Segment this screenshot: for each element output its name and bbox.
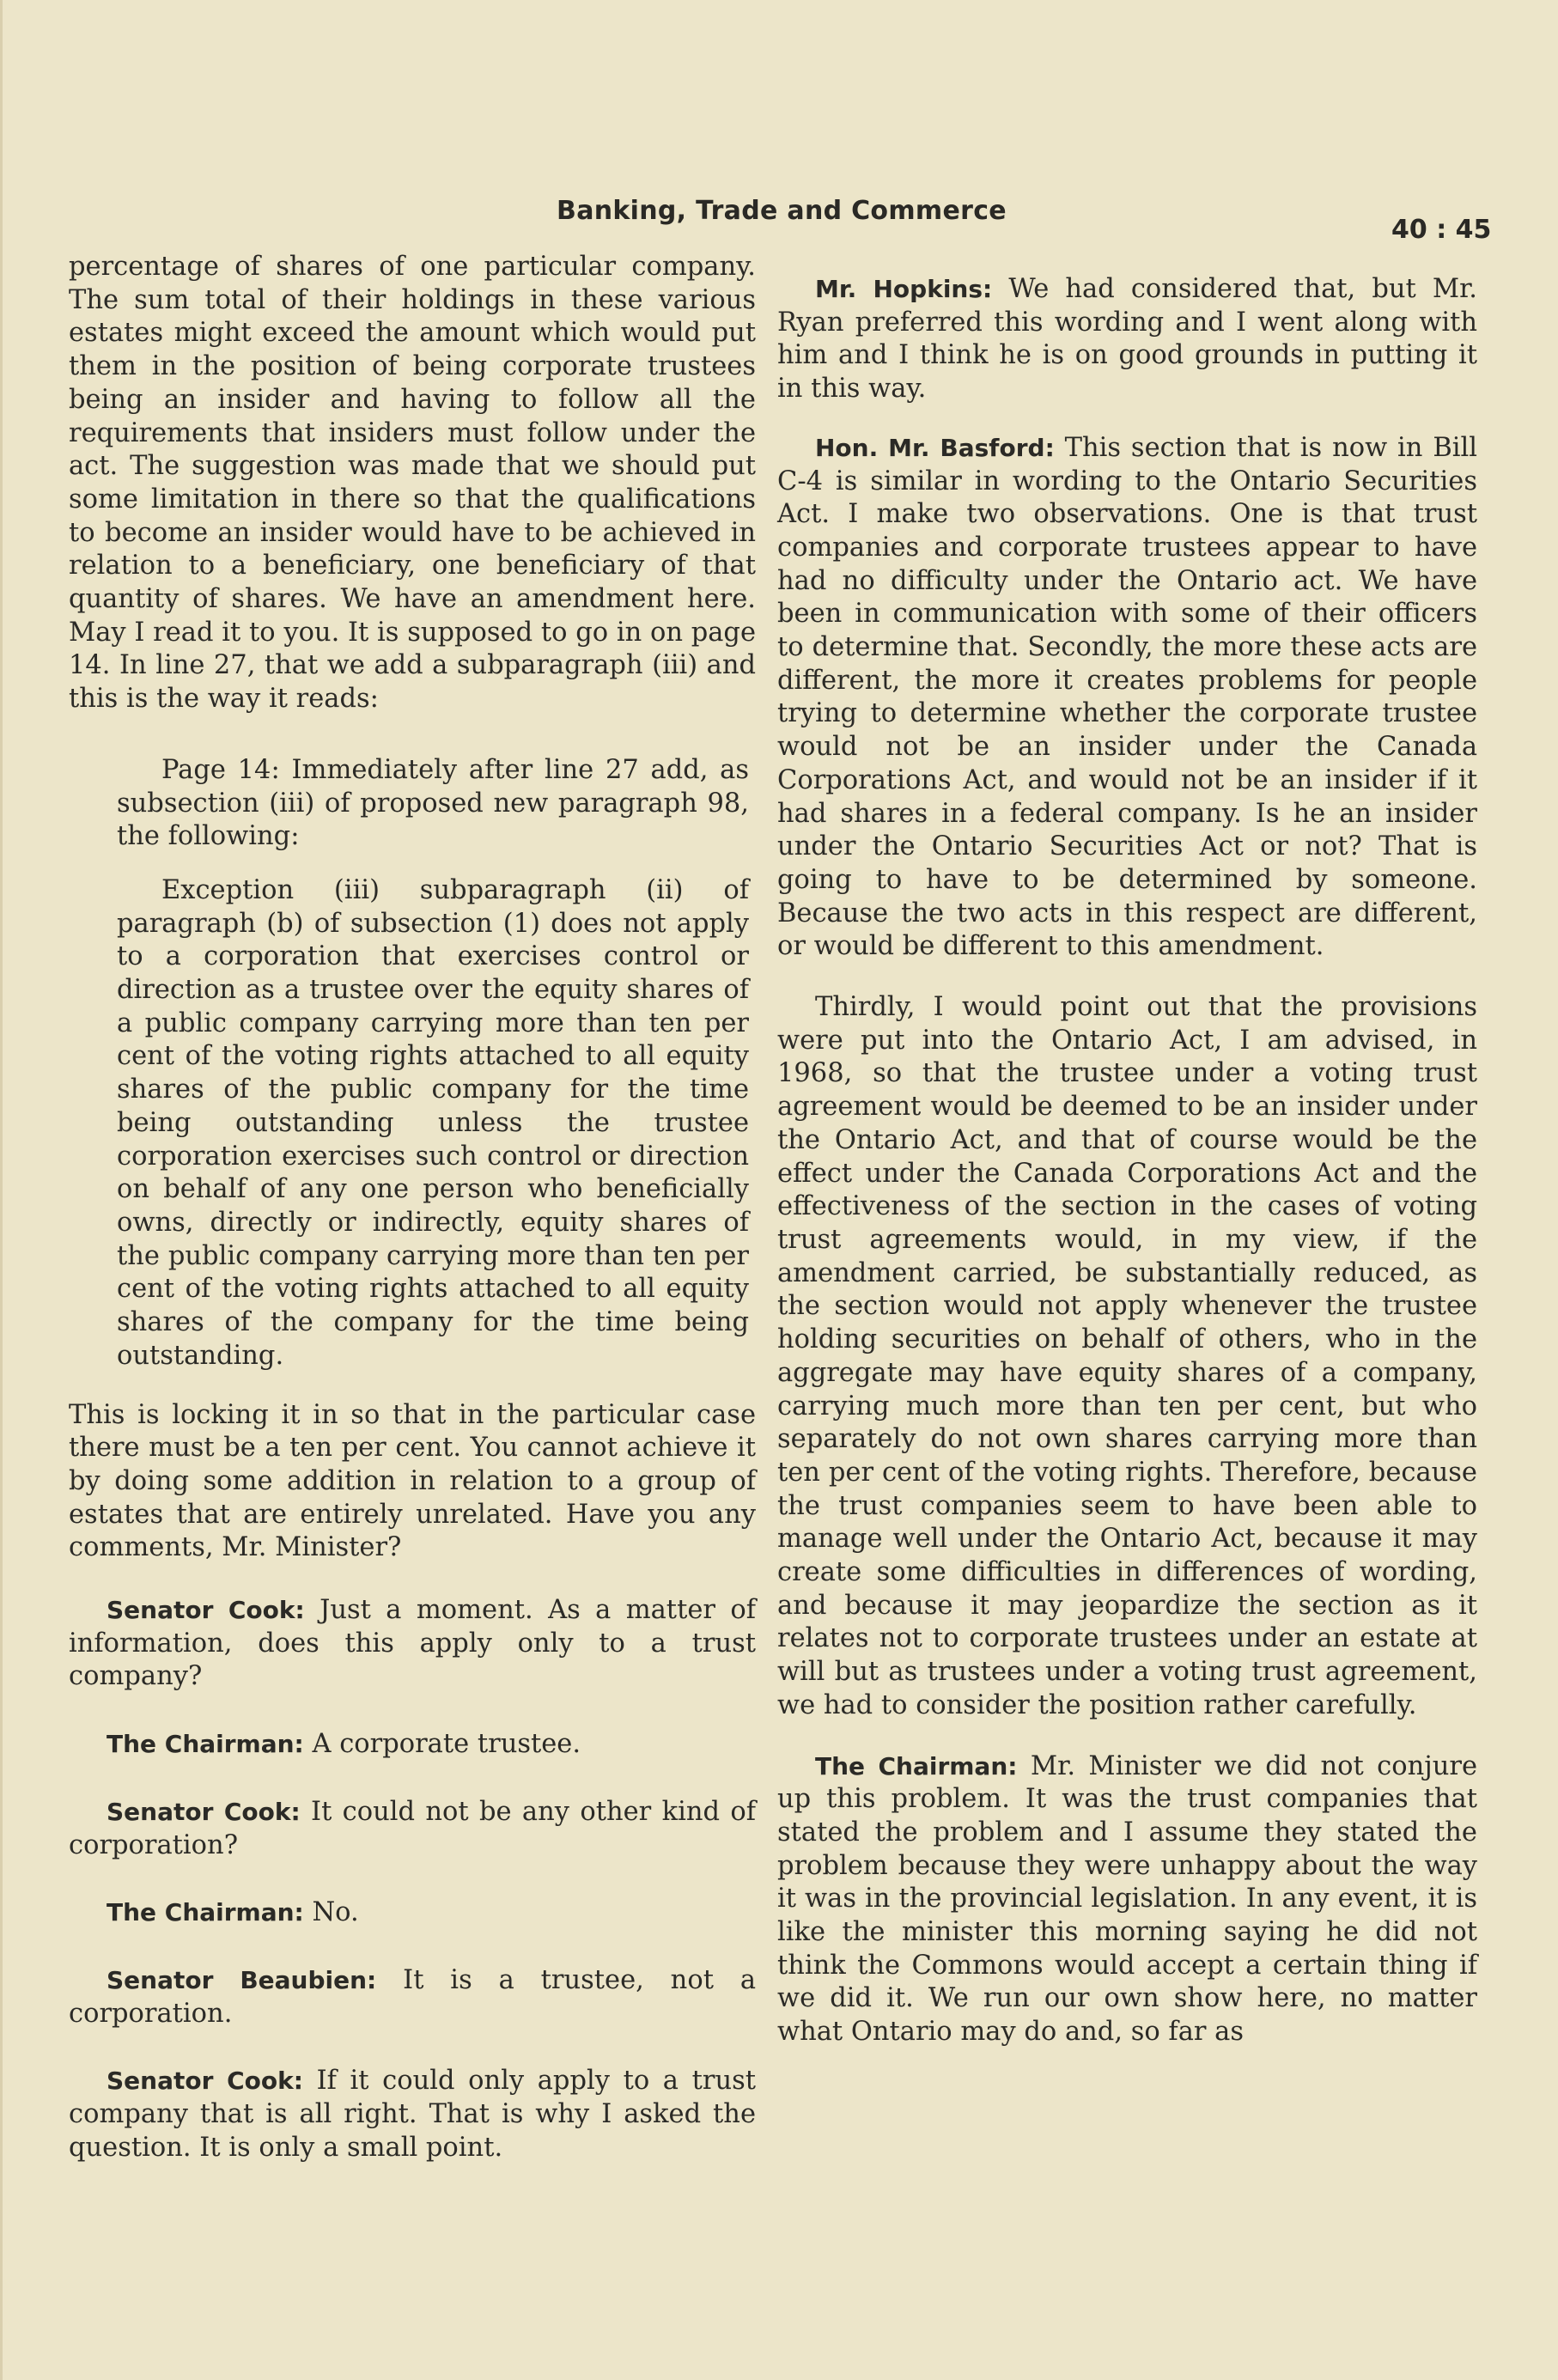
paragraph-percentage: percentage of shares of one particular company. The sum total of their holdings in these various estates might exceed the amount which would put them in the position of being corporate trustees being an insider and having to follow all the requirements that insiders must follow under the act. The suggestion was made that we should put some limitation in there so that the qualifications to become an insider would have to be achieved in relation to a beneficiary, one beneficiary of that quantity of shares. We have an amendment here. May I read it to you. It is supposed to go in on page 14. In line 27, that we add a subparagraph (iii) and this is the way it reads: — [69, 252, 756, 715]
speaker-name: The Chairman: — [107, 1898, 304, 1927]
quoted-amendment — [117, 754, 749, 1373]
running-header-title: Banking, Trade and Commerce — [557, 196, 1007, 226]
speaker-name: Senator Cook: — [107, 1596, 305, 1625]
speech-mr-hopkins — [777, 273, 1477, 406]
speaker-name: Senator Cook: — [107, 2067, 303, 2096]
speaker-name: The Chairman: — [815, 1751, 1018, 1780]
left-column — [69, 251, 756, 2202]
paragraph-thirdly: Thirdly, I would point out that the provisions were put into the Ontario Act, I am advised, in 1968, so that the trustee under a voting trust agreement would be deemed to be an insider under the Ontario Act, and that of course would be the effect under the Canada Corporations Act and the effectiveness of the section in the cases of voting trust agreements would, in my view, if the amendment carried, be substantially reduced, as the section would not apply whenever the trustee holding securities on behalf of others, who in the aggregate may have equity shares of a company, carrying much more than ten per cent, but who separately do not own shares carrying more than ten per cent of the voting rights. Therefore, because the trust companies seem to have been able to manage well under the Ontario Act, because it may create some difficulties in differences of wording, and because it may jeopardize the section as it relates not to corporate trustees under an estate at will but as trustees under a voting trust agreement, we had to consider the position rather carefully. — [777, 992, 1477, 1720]
speech-chairman-2 — [69, 1896, 756, 1930]
speech-senator-cook-2 — [69, 1796, 756, 1862]
speech-senator-cook-3 — [69, 2065, 756, 2164]
page-edge-rule — [0, 0, 3, 2380]
speech-text: It could not be any other kind of corporation? — [69, 1796, 756, 1860]
speech-text: This section that is now in Bill C-4 is similar in wording to the Ontario Securities Act. I make two observations. One is that trust companies and corporate trustees appear to have had no difficulty under the Ontario act. We have been in communication with some of their officers to determine that. Secondly, the more these acts are different, the more it creates problems for people trying to determine whether the corporate trustee would not be an insider under the Canada Corporations Act, and would not be an insider if it had shares in a federal company. Is he an insider under the Ontario Securities Act or not? That is going to have to be determined by someone. Because the two acts in this respect are different, or would be different to this amendment. — [777, 432, 1477, 962]
speaker-name: The Chairman: — [107, 1730, 304, 1759]
speaker-name: Mr. Hopkins: — [815, 275, 993, 303]
speech-senator-cook-1 — [69, 1594, 756, 1694]
speech-text: It is a trustee, not a corporation. — [69, 1964, 756, 2029]
speech-hon-mr-basford — [777, 432, 1477, 964]
speech-senator-beaubien — [69, 1964, 756, 2030]
speech-text: Mr. Minister we did not conjure up this problem. It was the trust companies that stated the problem and I assume they stated the problem because they were unhappy about the way it was in the provincial legislation. In any event, it is like the minister this morning saying he did not think the Commons would accept a certain thing if we did it. We run our own show here, no matter what Ontario may do and, so far as — [777, 1750, 1477, 2048]
amendment-intro: Page 14: Immediately after line 27 add, as subsection (iii) of proposed new paragraph 98, the following: — [117, 754, 749, 852]
speech-chairman-1 — [69, 1728, 756, 1762]
speech-text: A corporate trustee. — [312, 1729, 581, 1760]
speaker-name: Senator Beaubien: — [107, 1965, 377, 1994]
speaker-name: Senator Cook: — [107, 1797, 301, 1826]
paragraph-locking: This is locking it in so that in the particular case there must be a ten per cent. You cannot achieve it by doing some addition in relation to a group of estates that are entirely unrelated. Have you any comments, Mr. Minister? — [69, 1399, 756, 1563]
speaker-name: Hon. Mr. Basford: — [815, 433, 1055, 462]
amendment-exception: Exception (iii) subparagraph (ii) of paragraph (b) of subsection (1) does not apply to a corporation that exercises control or direction as a trustee over the equity shares of a public company carrying more than ten per cent of the voting rights attached to all equity shares of the public company for the time being outstanding unless the trustee corporation exercises such control or direction on behalf of any one person who beneficially owns, directly or indirectly, equity shares of the public company carrying more than ten per cent of the voting rights attached to all equity shares of the company for the time being outstanding. — [117, 874, 749, 1371]
speech-text: If it could only apply to a trust company that is all right. That is why I asked the question. It is only a small point. — [69, 2066, 756, 2163]
speech-text: No. — [312, 1897, 359, 1928]
right-column — [777, 273, 1477, 2049]
page-number: 40 : 45 — [1391, 215, 1492, 245]
speech-chairman-3 — [777, 1750, 1477, 2049]
speech-text: Just a moment. As a matter of information, does this apply only to a trust company? — [69, 1595, 756, 1692]
speech-text: We had considered that, but Mr. Ryan preferred this wording and I went along with him and I think he is on good grounds in putting it in this way. — [777, 274, 1478, 405]
